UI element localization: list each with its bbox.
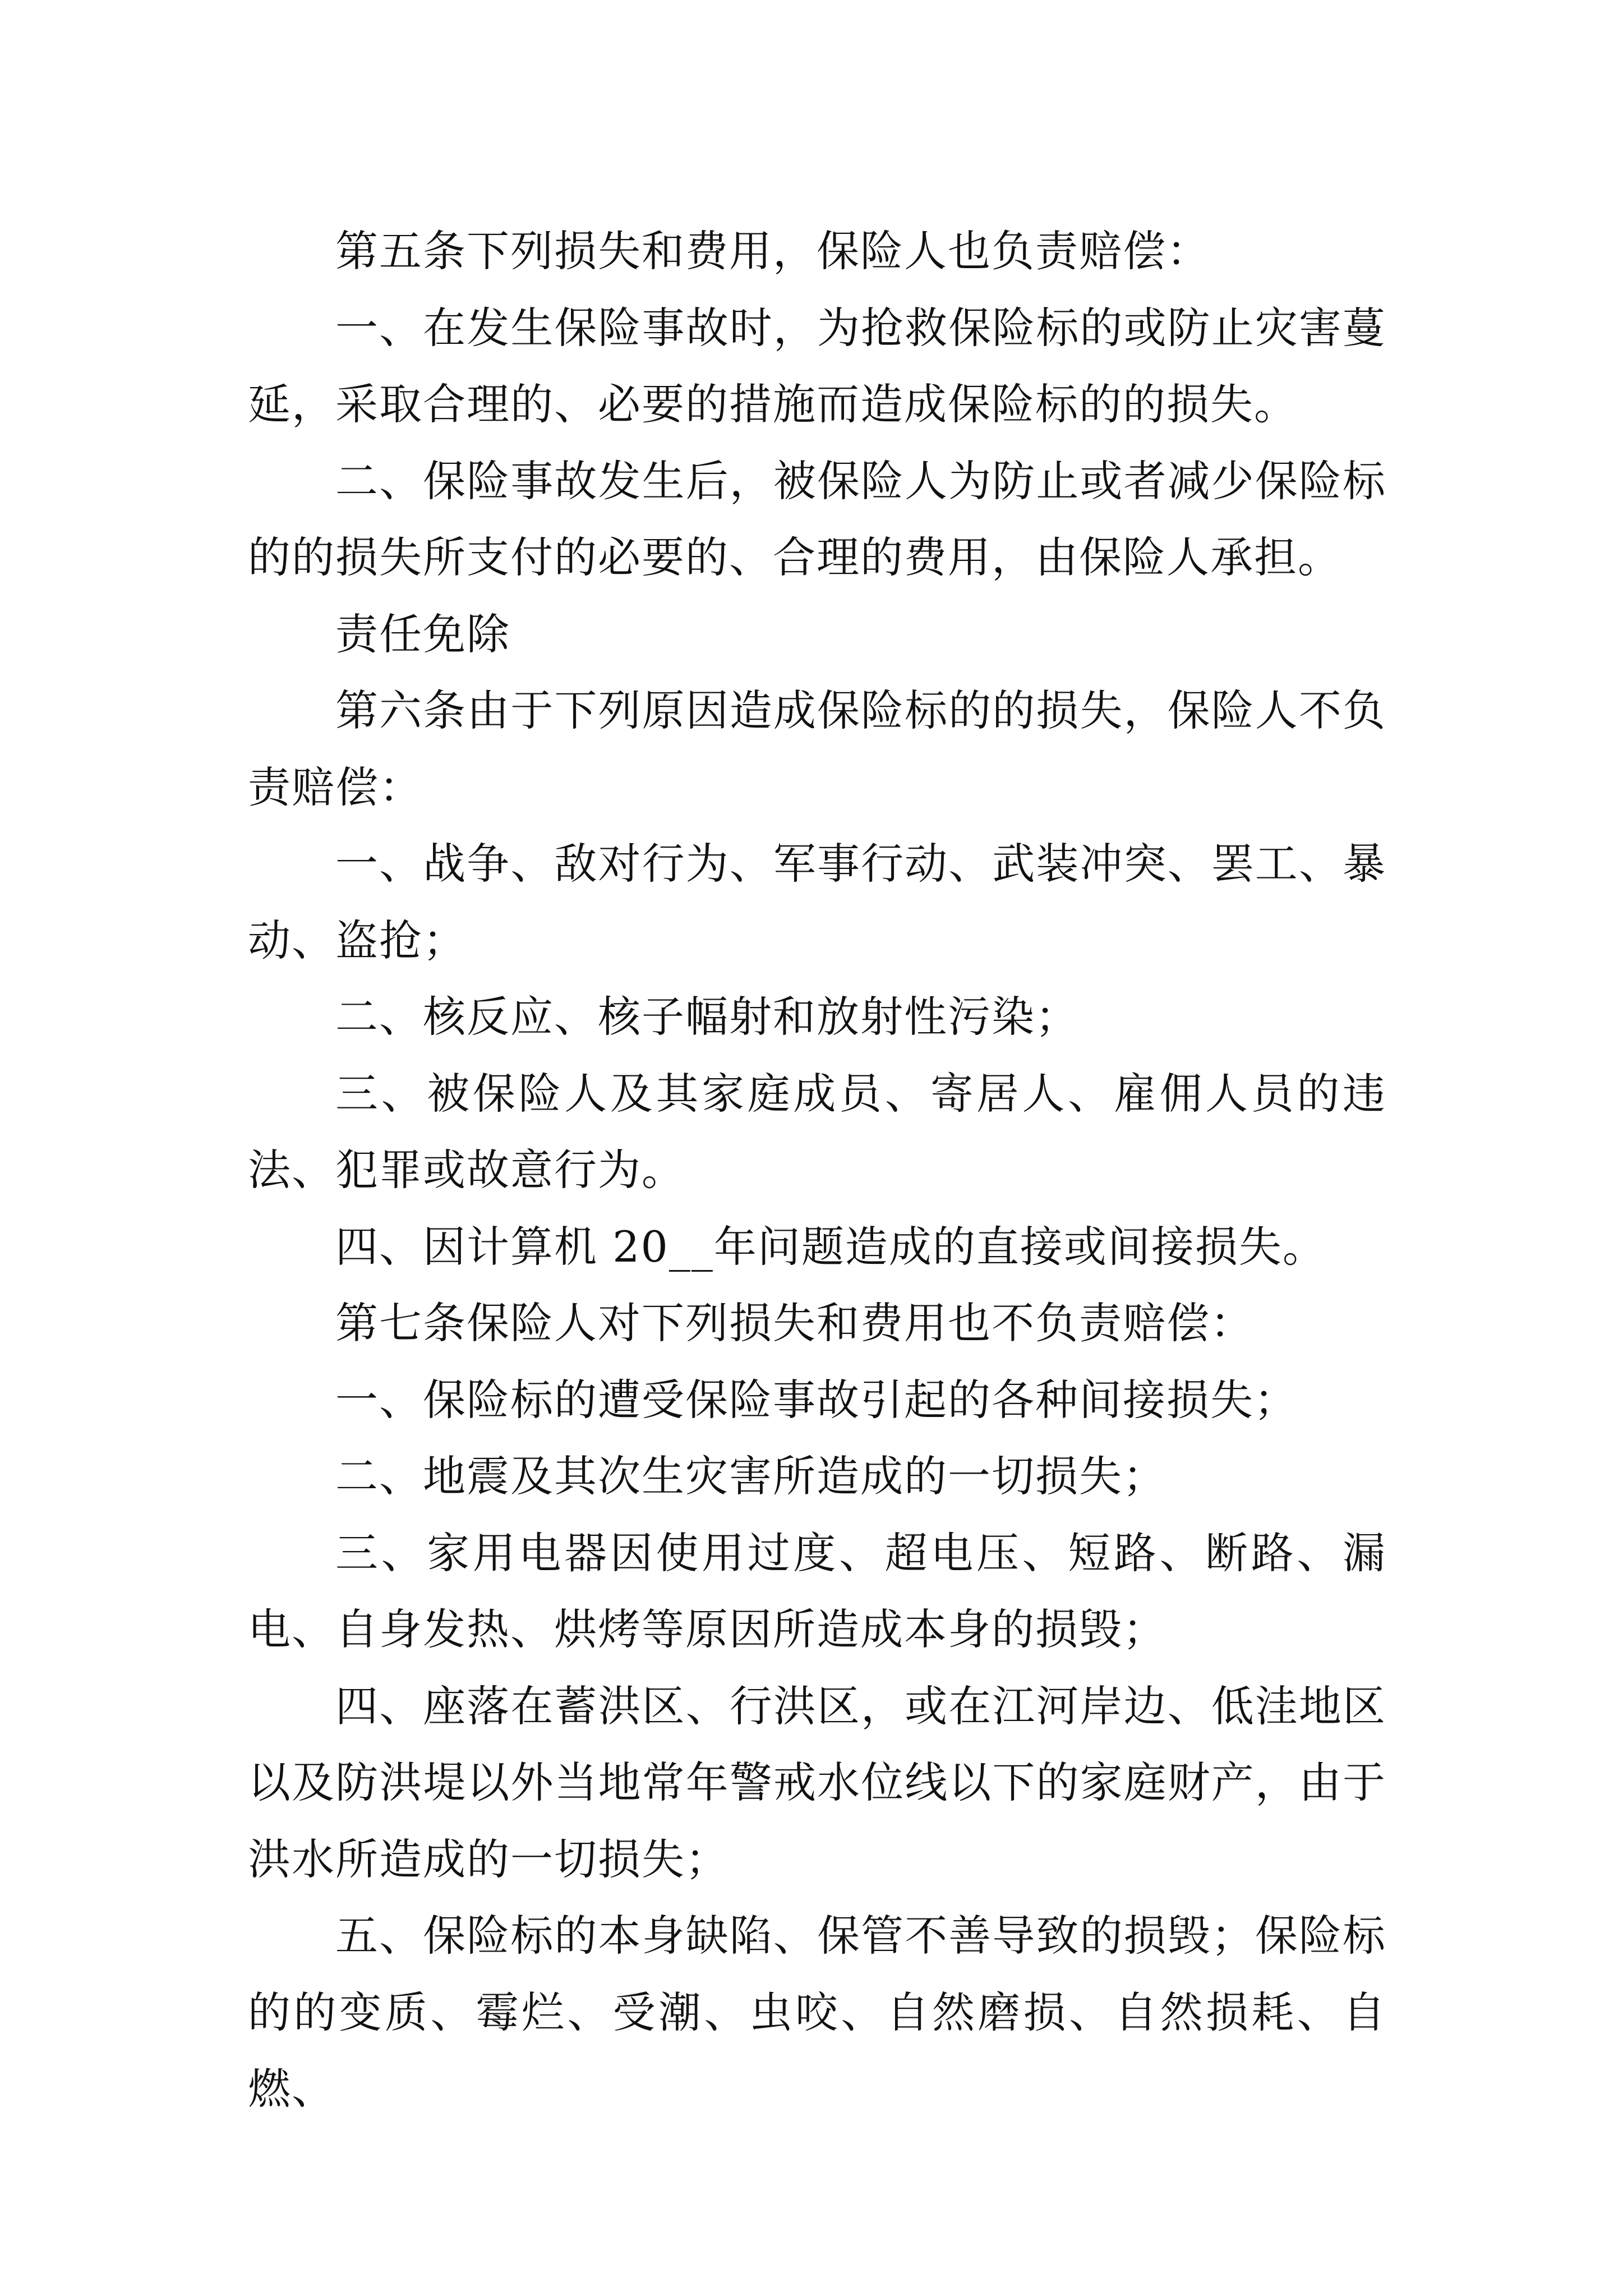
clause-5-item-1: 一、在发生保险事故时，为抢救保险标的或防止灾害蔓延，采取合理的、必要的措施而造成保险标的的损失。 [248,302,1386,429]
clause-6-item-4: 四、因计算机 20__年问题造成的直接或间接损失。 [335,1221,1326,1272]
clause-7-item-2: 二、地震及其次生灾害所造成的一切损失； [335,1451,1166,1501]
clause-7-item-5: 五、保险标的本身缺陷、保管不善导致的损毁；保险标的的变质、霉烂、受潮、虫咬、自然磨损、自然损耗、自燃、 [248,1911,1386,2114]
clause-7-item-4: 四、座落在蓄洪区、行洪区，或在江河岸边、低洼地区以及防洪堤以外当地常年警戒水位线以下的家庭财产，由于洪水所造成的一切损失； [248,1681,1386,1884]
section-heading-exclusions: 责任免除 [335,609,510,659]
document-body [248,213,1386,2128]
clause-6-intro: 第六条由于下列原因造成保险标的的损失，保险人不负责赔偿： [248,685,1386,812]
clause-6-item-2: 二、核反应、核子幅射和放射性污染； [335,992,1079,1042]
clause-7-intro: 第七条保险人对下列损失和费用也不负责赔偿： [335,1298,1254,1348]
clause-6-item-1: 一、战争、敌对行为、军事行动、武装冲突、罢工、暴动、盗抢； [248,839,1386,965]
clause-7-item-3: 三、家用电器因使用过度、超电压、短路、断路、漏电、自身发热、烘烤等原因所造成本身的损毁； [248,1527,1386,1654]
clause-5-intro: 第五条下列损失和费用，保险人也负责赔偿： [335,226,1210,276]
clause-5-item-2: 二、保险事故发生后，被保险人为防止或者减少保险标的的损失所支付的必要的、合理的费用，由保险人承担。 [248,455,1386,582]
clause-6-item-3: 三、被保险人及其家庭成员、寄居人、雇佣人员的违法、犯罪或故意行为。 [248,1068,1386,1195]
clause-7-item-1: 一、保险标的遭受保险事故引起的各种间接损失； [335,1374,1298,1425]
